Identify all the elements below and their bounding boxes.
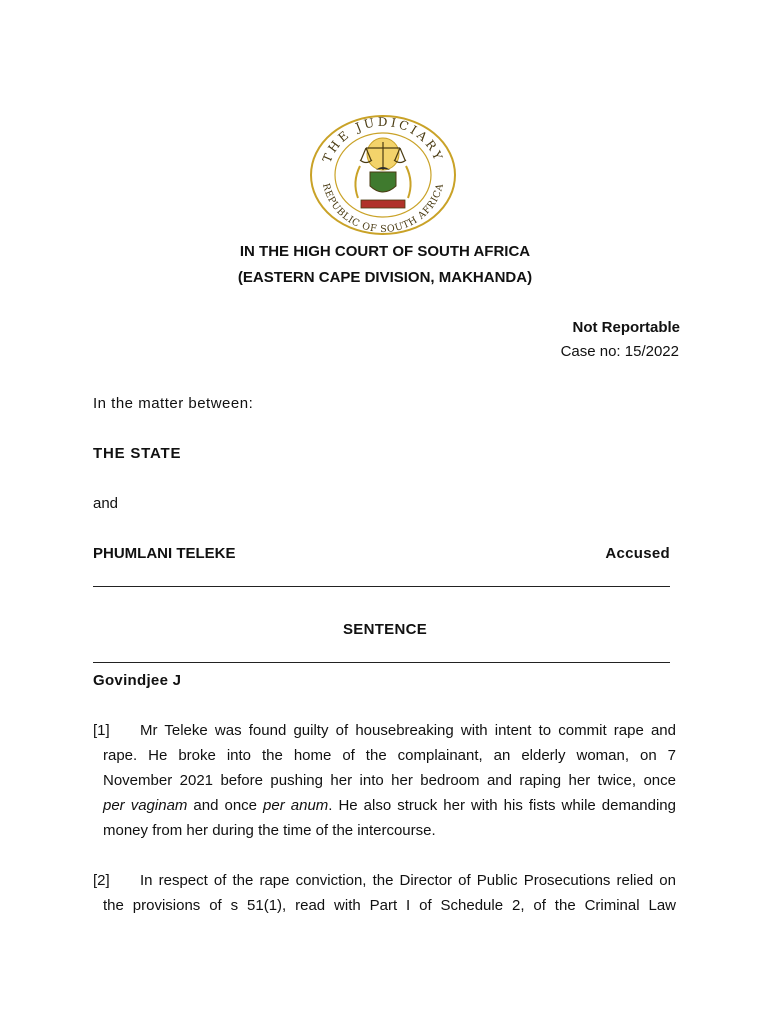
paragraph-1 <box>93 718 676 843</box>
paragraph-text: and once <box>187 797 264 814</box>
section-heading: SENTENCE <box>342 621 428 638</box>
paragraph-number: [1] <box>93 722 110 739</box>
crest-bottom-text: REPUBLIC OF SOUTH AFRICA <box>319 182 447 236</box>
court-division: (EASTERN CAPE DIVISION, MAKHANDA) <box>237 269 533 286</box>
latin-term: per anum <box>263 797 329 814</box>
paragraph-line <box>93 718 676 743</box>
judiciary-crest <box>306 114 460 236</box>
reportable-status: Not Reportable <box>572 319 680 336</box>
wheat-right-icon <box>406 166 411 198</box>
latin-term: per vaginam <box>103 797 188 814</box>
paragraph-2 <box>93 868 676 918</box>
court-name: IN THE HIGH COURT OF SOUTH AFRICA <box>239 243 531 260</box>
divider-bottom <box>93 662 670 663</box>
wheat-left-icon <box>355 166 360 198</box>
paragraph-line <box>93 868 676 893</box>
shield-icon <box>370 172 396 192</box>
paragraph-line: the provisions of s 51(1), read with Part I of Schedule 2, of the Criminal Law <box>103 897 676 914</box>
party-state: THE STATE <box>93 445 182 462</box>
book-icon <box>361 200 405 208</box>
paragraph-text: . He also struck her with his fists while demanding <box>328 797 676 814</box>
paragraph-line: money from her during the time of the intercourse. <box>103 822 436 839</box>
paragraph-line: November 2021 before pushing her into her bedroom and raping her twice, once <box>103 772 676 789</box>
party-conjunction: and <box>93 495 119 512</box>
matter-intro: In the matter between: <box>93 395 254 412</box>
accused-role: Accused <box>605 545 670 562</box>
paragraph-text: Mr Teleke was found guilty of housebreaking with intent to commit rape and <box>140 722 676 739</box>
judge-name: Govindjee J <box>93 672 182 689</box>
case-number: Case no: 15/2022 <box>560 343 679 360</box>
paragraph-text: In respect of the rape conviction, the Director of Public Prosecutions relied on <box>140 872 676 889</box>
divider-top <box>93 586 670 587</box>
crest-top-text: THE JUDICIARY <box>319 114 447 165</box>
accused-name: PHUMLANI TELEKE <box>93 545 236 562</box>
paragraph-line <box>93 793 676 818</box>
paragraph-line: rape. He broke into the home of the complainant, an elderly woman, on 7 <box>103 747 676 764</box>
paragraph-number: [2] <box>93 872 110 889</box>
